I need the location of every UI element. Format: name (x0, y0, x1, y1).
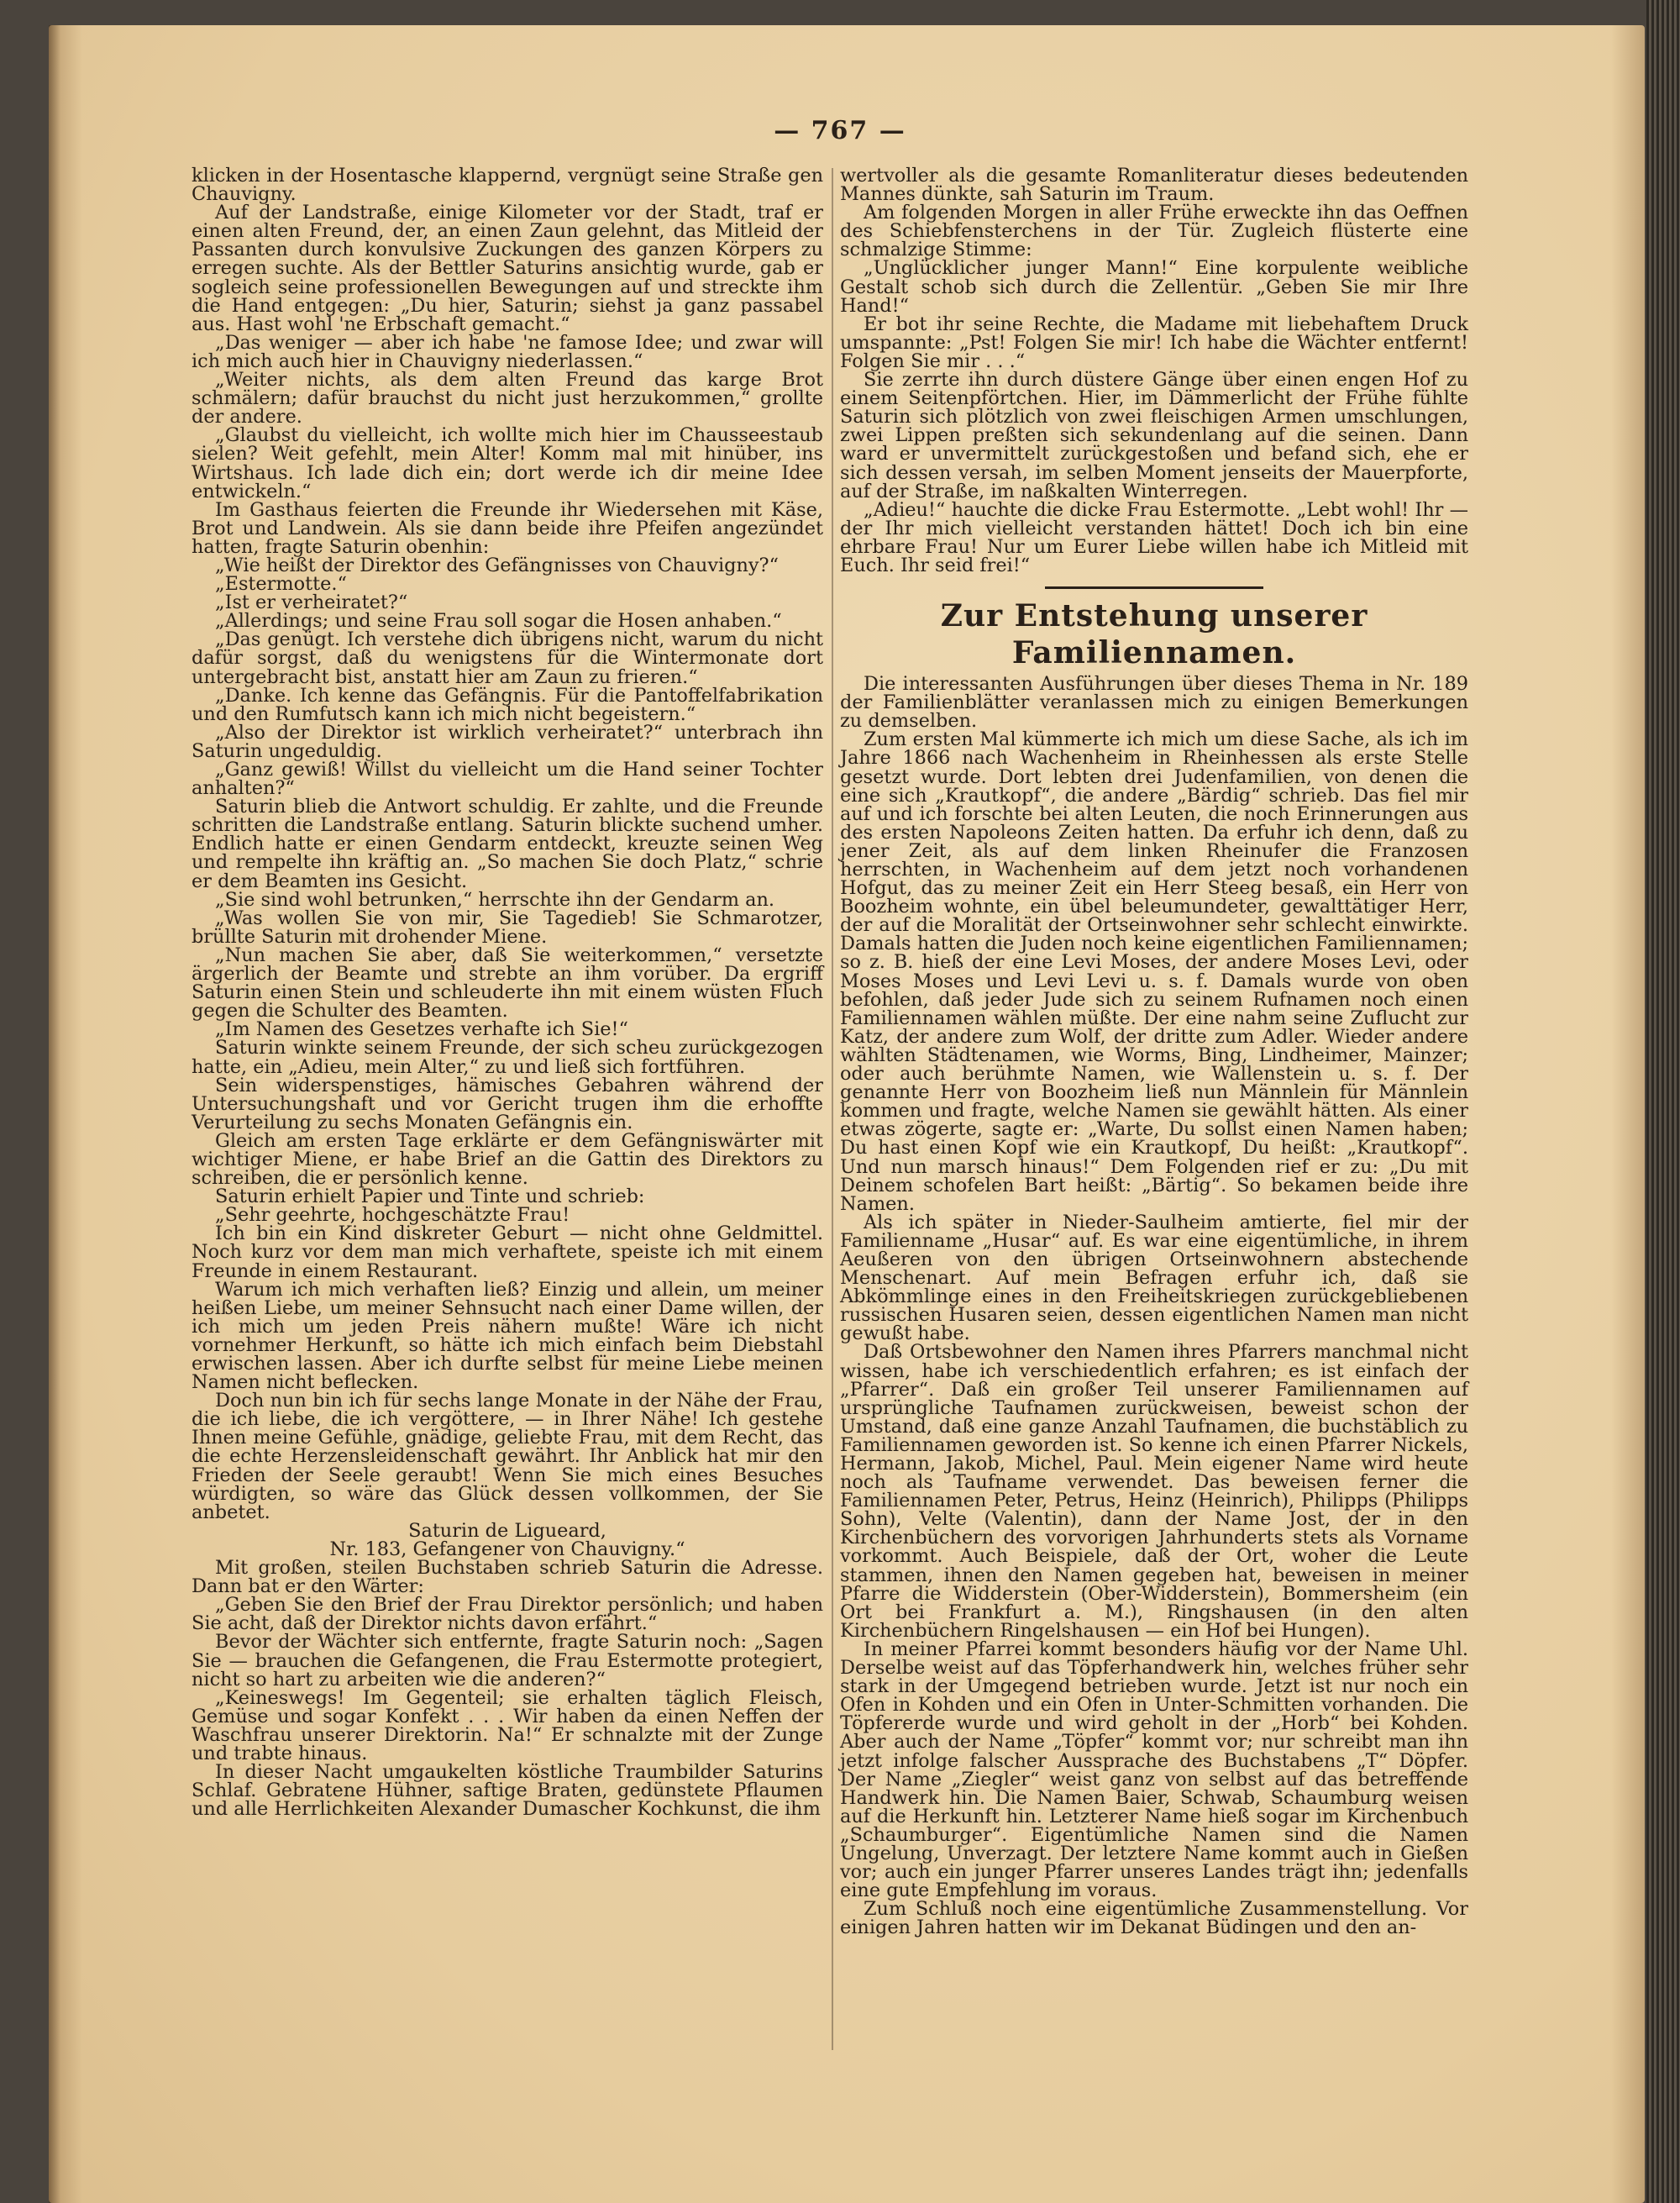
paragraph: „Danke. Ich kenne das Gefängnis. Für die Pantoffelfabrikation und den Rumfutsch kann ich mich nicht begeistern.“ (192, 684, 823, 725)
paragraph: „Estermotte.“ (215, 573, 347, 596)
paragraph: „Sehr geehrte, hochgeschätzte Frau! (215, 1204, 570, 1227)
paragraph: „Was wollen Sie von mir, Sie Tagedieb! Sie Schmarotzer, brüllte Saturin mit drohender Miene. (192, 907, 823, 948)
page-gutter-shadow (49, 25, 60, 2203)
paragraph: „Nun machen Sie aber, daß Sie weiterkommen,“ versetzte ärgerlich der Beamte und strebte an ihm vorüber. Da ergriff Saturin einen Stein und schleuderte ihn mit einem wüsten Fluch gegen die Schulter des Beamten. (192, 944, 823, 1023)
paragraph: Saturin winkte seinem Freunde, der sich scheu zurückgezogen hatte, ein „Adieu, mein Alter,“ zu und ließ sich fortführen. (192, 1037, 823, 1078)
paragraph: Saturin blieb die Antwort schuldig. Er zahlte, und die Freunde schritten die Landstraße entlang. Saturin blickte suchend umher. Endlich hatte er einen Gendarm entdeckt, kreuzte seinen Weg und rempelte ihn kräftig an. „So machen Sie doch Platz,“ schrie er dem Beamten ins Gesicht. (192, 796, 823, 892)
paragraph: wertvoller als die gesamte Romanliteratur dieses bedeutenden Mannes dünkte, sah Saturin im Traum. (840, 165, 1468, 206)
paragraph: „Adieu!“ hauchte die dicke Frau Estermotte. „Lebt wohl! Ihr — der Ihr mich vielleicht verstanden hättet! Doch ich bin eine ehrbare Frau! Nur um Eurer Liebe willen habe ich Mitleid mit Euch. Ihr seid frei!“ (840, 498, 1468, 576)
paragraph: Die interessanten Ausführungen über dieses Thema in Nr. 189 der Familienblätter veranlassen mich zu einigen Bemerkungen zu demselben. (840, 673, 1468, 733)
paragraph: „Allerdings; und seine Frau soll sogar die Hosen anhaben.“ (215, 610, 782, 633)
paragraph: Nr. 183, Gefangener von Chauvigny.“ (329, 1538, 685, 1560)
paragraph: „Das genügt. Ich verstehe dich übrigens nicht, warum du nicht dafür sorgst, daß du wenigstens für die Wintermonate dort untergebracht bist, anstatt hier am Zaun zu frieren.“ (192, 628, 823, 688)
paragraph: Gleich am ersten Tage erklärte er dem Gefängniswärter mit wichtiger Miene, er habe Brief an die Gattin des Direktors zu schreiben, die er persönlich kenne. (192, 1129, 823, 1190)
column-divider (832, 168, 833, 2050)
paragraph: Daß Ortsbewohner den Namen ihres Pfarrers manchmal nicht wissen, habe ich verschiedentlich erfahren; es ist einfach der „Pfarrer“. Daß ein großer Teil unserer Familiennamen auf ursprüngliche Taufnamen zurückweisen, beweist schon der Umstand, daß eine ganze Anzahl Taufnamen, die buchstäblich zu Familiennamen geworden ist. So kenne ich einen Pfarrer Nickels, Hermann, Jakob, Michel, Paul. Mein eigener Name wird heute noch als Taufname verwendet. Das beweisen ferner die Familiennamen Peter, Petrus, Heinz (Heinrich), Philipps (Philipps Sohn), Velte (Valentin), dann der Name Jost, der in den Kirchenbüchern des vorvorigen Jahrhunderts stets als Vorname vorkommt. Auch Beispiele, daß der Ort, woher die Leute stammen, ihnen den Namen gegeben hat, beweisen in meiner Pfarre die Widderstein (Ober-Widderstein), Bommersheim (ein Ort bei Frankfurt a. M.), Ringshausen (in den alten Kirchenbüchern Ringelshausen — ein Hof bei Hungen). (840, 1341, 1468, 1642)
paragraph: In meiner Pfarrei kommt besonders häufig vor der Name Uhl. Derselbe weist auf das Töpferhandwerk hin, welches früher sehr stark in der Umgegend betrieben wurde. Jetzt ist nur noch ein Ofen in Kohden und ein Ofen in Unter-Schmitten vorhanden. Die Töpfererde wurde und wird geholt in der „Horb“ bei Kohden. Aber auch der Name „Töpfer“ kommt vor; nur schreibt man ihn jetzt infolge falscher Aussprache des Buchstabens „T“ Döpfer. Der Name „Ziegler“ weist ganz von selbst auf das betreffende Handwerk hin. Die Namen Baier, Schwab, Schaumburg weisen auf die Herkunft hin. Letzterer Name hieß sogar im Kirchenbuch „Schaumburger“. Eigentümliche Namen sind die Namen Ungelung, Unverzagt. Der letztere Name kommt auch in Gießen vor; auch ein junger Pfarrer unseres Landes trägt ihn; jedenfalls eine gute Empfehlung im voraus. (840, 1638, 1468, 1902)
paragraph: „Weiter nichts, als dem alten Freund das karge Brot schmälern; dafür brauchst du nicht just herzukommen,“ grollte der andere. (192, 369, 823, 429)
paragraph: Saturin de Ligueard, (408, 1519, 606, 1542)
paragraph: „Also der Direktor ist wirklich verheiratet?“ unterbrach ihn Saturin ungeduldig. (192, 721, 823, 762)
paragraph: „Ist er verheiratet?“ (215, 591, 408, 614)
paragraph: Am folgenden Morgen in aller Frühe erweckte ihn das Oeffnen des Schiebfensterchens in der Tür. Zugleich flüsterte eine schmalzige Stimme: (840, 202, 1468, 261)
paragraph: „Wie heißt der Direktor des Gefängnisses von Chauvigny?“ (215, 554, 779, 576)
paragraph: „Im Namen des Gesetzes verhafte ich Sie!“ (215, 1018, 628, 1041)
article-body (840, 675, 1468, 1937)
paragraph: Saturin erhielt Papier und Tinte und schrieb: (215, 1186, 645, 1208)
section-divider-rule (1045, 586, 1263, 589)
paragraph: Sie zerrte ihn durch düstere Gänge über einen engen Hof zu einem Seitenpförtchen. Hier, im Dämmerlicht der Frühe fühlte Saturin sich plötzlich von zwei fleischigen Armen umschlungen, zwei Lippen preßten sich sekundenlang auf die seinen. Dann ward er unvermittelt zurückgestoßen und befand sich, ehe er sich dessen versah, im selben Moment jenseits der Mauerpforte, auf der Straße, im naßkalten Winterregen. (840, 369, 1468, 502)
paragraph: Im Gasthaus feierten die Freunde ihr Wiedersehen mit Käse, Brot und Landwein. Als sie dann beide ihre Pfeifen angezündet hatten, fragte Saturin obenhin: (192, 498, 823, 558)
page-number: — 767 — (774, 116, 906, 145)
paragraph: Warum ich mich verhaften ließ? Einzig und allein, um meiner heißen Liebe, um meiner Sehnsucht nach einer Dame willen, der ich mich um jeden Preis nähern mußte! Wäre ich nicht vornehmer Herkunft, so hätte ich mich einfach beim Diebstahl erwischen lassen. Aber ich durfte selbst für meine Liebe meinen Namen nicht beflecken. (192, 1278, 823, 1394)
paragraph: Als ich später in Nieder-Saulheim amtierte, fiel mir der Familienname „Husar“ auf. Es war eine eigentümliche, in ihrem Aeußeren von den übrigen Ortseinwohnern abstechende Menschenart. Auf mein Befragen erfuhr ich, daß sie Abkömmlinge eines in den Freiheitskriegen zurückgebliebenen russischen Husaren seien, dessen eigentlichen Namen man nicht gewußt habe. (840, 1211, 1468, 1345)
paragraph: „Unglücklicher junger Mann!“ Eine korpulente weibliche Gestalt schob sich durch die Zellentür. „Geben Sie mir Ihre Hand!“ (840, 257, 1468, 317)
story-continuation (840, 166, 1468, 575)
paragraph: „Ganz gewiß! Willst du vielleicht um die Hand seiner Tochter anhalten?“ (192, 759, 823, 800)
article-heading: Zur Entstehung unserer Familiennamen. (940, 598, 1368, 671)
paragraph: Ich bin ein Kind diskreter Geburt — nicht ohne Geldmittel. Noch kurz vor dem man mich verhaftete, speiste ich mit einem Freunde in einem Restaurant. (192, 1222, 823, 1282)
book-binding-edge (1646, 0, 1680, 2203)
paragraph: Zum Schluß noch eine eigentümliche Zusammenstellung. Vor einigen Jahren hatten wir im Dekanat Büdingen und den an- (840, 1898, 1468, 1939)
paragraph: „Das weniger — aber ich habe 'ne famose Idee; und zwar will ich mich auch hier in Chauvigny niederlassen.“ (192, 331, 823, 372)
paragraph: „Glaubst du vielleicht, ich wollte mich hier im Chausseestaub sielen? Weit gefehlt, mein Alter! Komm mal mit hinüber, ins Wirtshaus. Ich lade dich ein; dort werde ich dir meine Idee entwickeln.“ (192, 424, 823, 502)
paragraph: Auf der Landstraße, einige Kilometer vor der Stadt, traf er einen alten Freund, der, an einen Zaun gelehnt, das Mitleid der Passanten durch konvulsive Zuckungen des ganzen Körpers zu erregen suchte. Als der Bettler Saturins ansichtig wurde, gab er sogleich seine professionellen Bewegungen auf und streckte ihm die Hand entgegen: „Du hier, Saturin; siehst ja ganz passabel aus. Hast wohl 'ne Erbschaft gemacht.“ (192, 202, 823, 335)
right-column (840, 166, 1468, 1937)
paragraph: Zum ersten Mal kümmerte ich mich um diese Sache, als ich im Jahre 1866 nach Wachenheim in Rheinhessen als erste Stelle gesetzt wurde. Dort lebten drei Judenfamilien, von denen die eine sich „Krautkopf“, die andere „Bärdig“ schrieb. Das fiel mir auf und ich forschte bei alten Leuten, die noch Erinnerungen aus des ersten Napoleons Zeiten hatten. Da erfuhr ich denn, daß zu jener Zeit, als auf dem linken Rheinufer die Franzosen herrschten, in Wachenheim auf dem jetzt noch vorhandenen Hofgut, das zu meiner Zeit ein Herr Steeg besaß, ein Herr von Boozheim wohnte, ein übel beleumundeter, gewalttätiger Herr, der auf die Moralität der Ortseinwohner sehr schlecht einwirkte. Damals hatten die Juden noch keine eigentlichen Familiennamen; so z. B. hieß der eine Levi Moses, der andere Moses Levi, oder Moses Moses und Levi Levi u. s. f. Damals wurde von oben befohlen, daß jeder Jude sich zu seinem Rufnamen noch einen Familiennamen wählen müßte. Der eine nahm seine Zuflucht zur Katz, der andere zum Wolf, der dritte zum Adler. Wieder andere wählten Städtenamen, wie Worms, Bing, Lindheimer, Mainzer; oder auch berühmte Namen, wie Wallenstein u. s. f. Der genannte Herr von Boozheim ließ nun Männlein für Männlein kommen und fragte, welche Namen sie gewählt hätten. Als einer etwas zögerte, sagte er: „Warte, Du sollst einen Namen haben; Du hast einen Kopf wie ein Krautkopf, Du heißt: „Krautkopf“. Und nun marsch hinaus!“ Dem Folgenden rief er zu: „Du mit Deinem schofelen Bart heißt: „Bärtig“. So bekamen beide ihre Namen. (840, 728, 1468, 1215)
paragraph: Doch nun bin ich für sechs lange Monate in der Nähe der Frau, die ich liebe, die ich vergöttere, — in Ihrer Nähe! Ich gestehe Ihnen meine Gefühle, gnädige, geliebte Frau, mit dem Recht, das die echte Herzensleidenschaft gewährt. Ihr Anblick hat mir den Frieden der Seele geraubt! Wenn Sie mich eines Besuches würdigten, so wäre das Glück dessen vollkommen, der Sie anbetet. (192, 1390, 823, 1523)
paragraph: In dieser Nacht umgaukelten köstliche Traumbilder Saturins Schlaf. Gebratene Hühner, saftige Braten, gedünstete Pflaumen und alle Herrlichkeiten Alexander Dumascher Kochkunst, die ihm (192, 1761, 823, 1821)
paragraph: Bevor der Wächter sich entfernte, fragte Saturin noch: „Sagen Sie — brauchen die Gefangenen, die Frau Estermotte protegiert, nicht so hart zu arbeiten wie die anderen?“ (192, 1631, 823, 1690)
paragraph: Mit großen, steilen Buchstaben schrieb Saturin die Adresse. Dann bat er den Wärter: (192, 1557, 823, 1598)
paragraph: „Sie sind wohl betrunken,“ herrschte ihn der Gendarm an. (215, 888, 774, 911)
paragraph: klicken in der Hosentasche klappernd, vergnügt seine Straße gen Chauvigny. (192, 165, 823, 206)
left-column (192, 165, 823, 1821)
paragraph: Er bot ihr seine Rechte, die Madame mit liebehaftem Druck umspannte: „Pst! Folgen Sie mir! Ich habe die Wächter entfernt! Folgen Sie mir . . .“ (840, 313, 1468, 372)
paragraph: „Keineswegs! Im Gegenteil; sie erhalten täglich Fleisch, Gemüse und sogar Konfekt . . . Wir haben da einen Neffen der Waschfrau unserer Direktorin. Na!“ Er schnalzte mit der Zunge und trabte hinaus. (192, 1686, 823, 1764)
paragraph: „Geben Sie den Brief der Frau Direktor persönlich; und haben Sie acht, daß der Direktor nichts davon erfährt.“ (192, 1594, 823, 1635)
paragraph: Sein widerspenstiges, hämisches Gebahren während der Untersuchungshaft und vor Gericht trugen ihm die erhoffte Verurteilung zu sechs Monaten Gefängnis ein. (192, 1074, 823, 1133)
